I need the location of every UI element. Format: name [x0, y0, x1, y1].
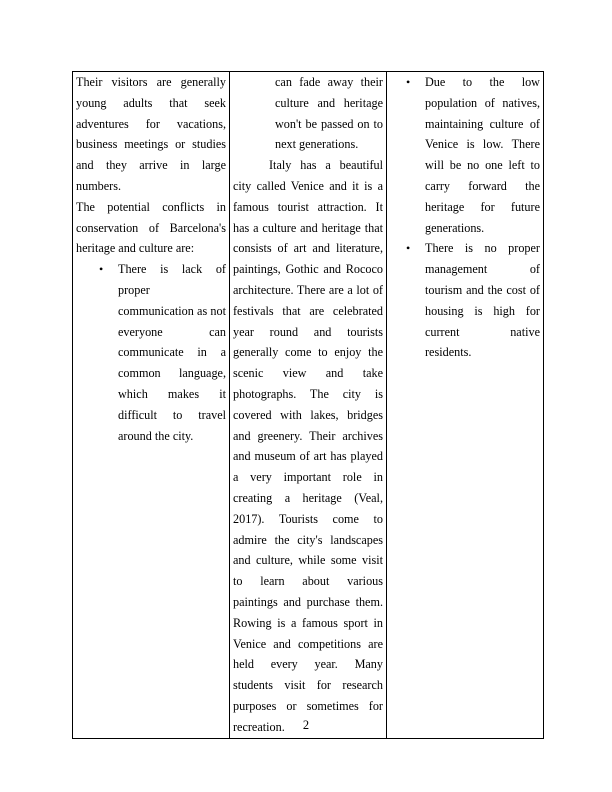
venice-paragraph: Italy has a beautiful city called Venice and it is a famous tourist attraction. It has a culture and heritage that consists of art and literature, paintings, Gothic and Rococo architecture. There are a lot of festivals that are celebrated year round and tourists generally come to enjoy the scenic view and take photographs. The city is covered with lakes, bridges and greenery. Their archives and museum of art has played a very important role in creating a heritage (Veal, 2017). Tourists come to admire the city's landscapes and culture, while some visit to learn about various paintings and purchase them. Rowing is a famous sport in Venice and competitions are held every year. Many students visit for research purposes or sometimes for recreation.: [233, 158, 383, 734]
table-cell-barcelona: [73, 72, 230, 739]
list-item: • There is no proper management of tourism and the cost of housing is high for current native residents.: [425, 238, 540, 363]
table-cell-venice: [230, 72, 387, 739]
page-number: 2: [302, 718, 310, 732]
continued-bullet-text: can fade away their culture and heritage won't be passed on to next generations.: [275, 75, 383, 152]
table-cell-venice-conflicts: [387, 72, 544, 739]
list-item: • Due to the low population of natives, maintaining culture of Venice is low. There will be no one left to carry forward the heritage for future generations.: [425, 72, 540, 238]
table-row: [73, 72, 544, 739]
visitors-paragraph: Their visitors are generally young adults that seek adventures for vacations, business meetings or studies and they arrive in large numbers.: [76, 75, 226, 193]
conflicts-list: [76, 259, 226, 446]
list-item: • There is lack of proper communication as not everyone can communicate in a common language, which makes it difficult to travel around the city.: [118, 259, 226, 446]
conflicts-intro-paragraph: The potential conflicts in conservation of Barcelona's heritage and culture are:: [76, 199, 226, 256]
venice-conflicts-list: [390, 72, 540, 363]
content-table: [72, 71, 544, 739]
